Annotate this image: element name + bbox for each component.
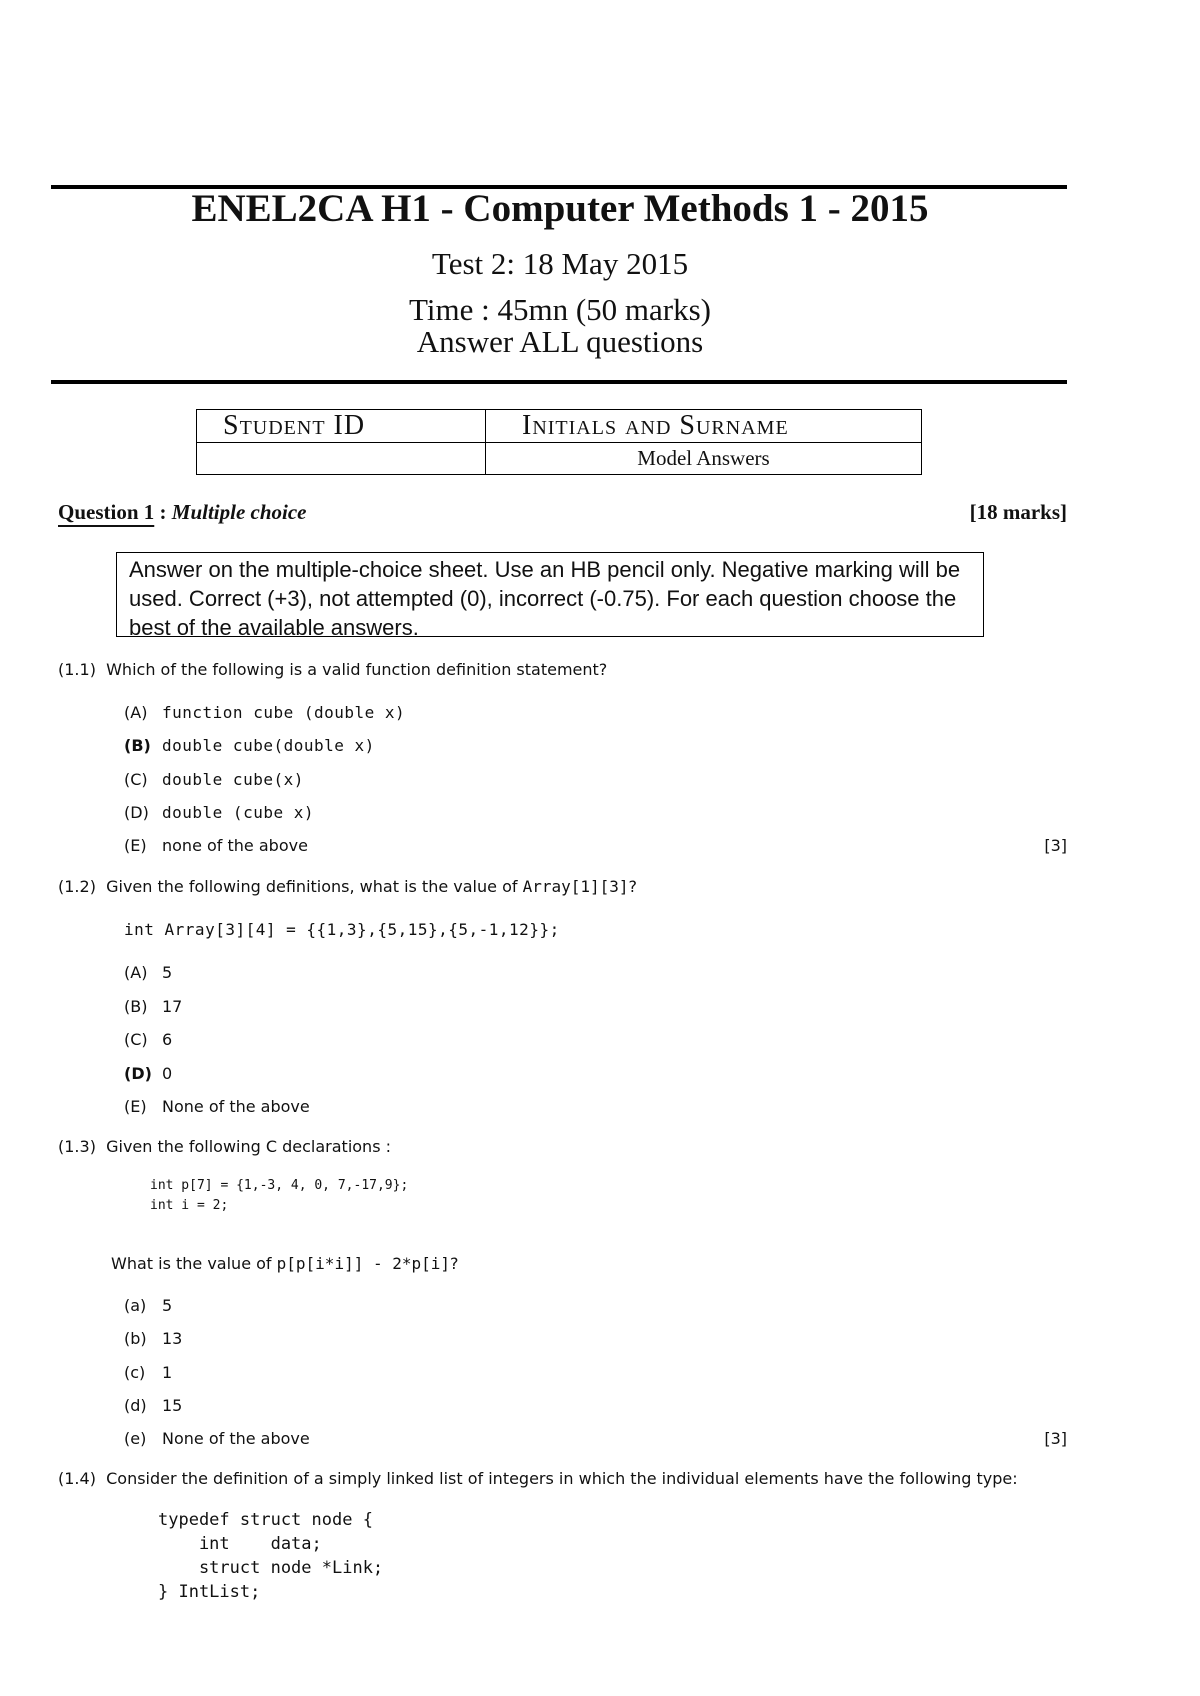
q1-4-number: (1.4) [58, 1469, 96, 1488]
test-date: Test 2: 18 May 2015 [431, 246, 689, 281]
q1-1-number: (1.1) [58, 660, 96, 679]
q1-3-question-code: p[p[i*i]] - 2*p[i] [276, 1254, 451, 1273]
instructions-box: Answer on the multiple-choice sheet. Use an HB pencil only. Negative marking will be used. Correct (+3), not attempted (0), incorrect (-0.75). For each question choose the best of the available answers. [116, 552, 984, 637]
q1-4-text: Consider the definition of a simply linked list of integers in which the individual elements have the following type: [106, 1469, 1018, 1488]
q1-4-code-line-2: int data; [158, 1534, 322, 1554]
q1-1-option-d[interactable]: (D) double (cube x) [124, 803, 314, 822]
time-allowed: Time : 45mn (50 marks) [409, 292, 711, 327]
q1-4-code-line-4: } IntList; [158, 1582, 261, 1602]
page-title: ENEL2CA H1 - Computer Methods 1 - 2015 [191, 187, 929, 230]
q1-3-code [150, 1176, 408, 1216]
q1-2-option-c[interactable]: (C) 6 [124, 1030, 173, 1049]
q1-1-marks: [3] [1044, 836, 1067, 855]
q1-3-line [58, 1137, 391, 1156]
q1-1-option-b[interactable]: (B) double cube(double x) [124, 736, 375, 755]
q1-3-marks: [3] [1044, 1429, 1067, 1448]
answer-instruction: Answer ALL questions [416, 324, 704, 359]
q1-3-option-b[interactable]: (b) 13 [124, 1329, 183, 1348]
q1-3-option-d[interactable]: (d) 15 [124, 1396, 183, 1415]
q1-3-option-e[interactable]: (e) None of the above [124, 1429, 310, 1448]
name-header: Initials and Surname [486, 410, 922, 443]
q1-2-number: (1.2) [58, 877, 96, 896]
q1-1-option-e[interactable]: (E) none of the above [124, 836, 308, 855]
question-1-marks: [18 marks] [969, 500, 1067, 524]
q1-4-code-line-1: typedef struct node { [158, 1510, 373, 1530]
q1-1-option-a[interactable]: (A) function cube (double x) [124, 703, 406, 722]
bottom-rule [51, 380, 1067, 384]
q1-2-text-end: ? [628, 877, 638, 896]
q1-1-line [58, 660, 607, 679]
q1-2-code-ref: Array[1][3] [522, 877, 629, 896]
q1-3-code-line-2: int i = 2; [150, 1198, 229, 1213]
q1-2-text: Given the following definitions, what is the value of [106, 877, 523, 896]
q1-2-code: int Array[3][4] = {{1,3},{5,15},{5,-1,12}}; [124, 920, 560, 939]
q1-2-option-b[interactable]: (B) 17 [124, 997, 183, 1016]
student-id-field[interactable] [197, 443, 486, 475]
q1-1-text: Which of the following is a valid function definition statement? [106, 660, 608, 679]
q1-3-number: (1.3) [58, 1137, 96, 1156]
q1-2-line [58, 877, 637, 896]
question-1-heading [58, 500, 307, 525]
q1-2-option-d[interactable]: (D) 0 [124, 1064, 173, 1083]
q1-2-option-e[interactable]: (E) None of the above [124, 1097, 310, 1116]
q1-3-question: What is the value of p[p[i*i]] - 2*p[i]? [111, 1254, 459, 1273]
q1-4-code [158, 1508, 383, 1604]
q1-4-code-line-3: struct node *Link; [158, 1558, 384, 1578]
q1-3-code-line-1: int p[7] = {1,-3, 4, 0, 7,-17,9}; [150, 1178, 409, 1193]
question-1-label: Question 1 [58, 500, 155, 524]
q1-2-option-a[interactable]: (A) 5 [124, 963, 173, 982]
q1-3-option-a[interactable]: (a) 5 [124, 1296, 173, 1315]
q1-1-option-c[interactable]: (C) double cube(x) [124, 770, 304, 789]
q1-3-option-c[interactable]: (c) 1 [124, 1363, 173, 1382]
student-id-header: Student ID [197, 410, 486, 443]
question-1-type: Multiple choice [171, 500, 307, 524]
q1-3-text: Given the following C declarations : [106, 1137, 391, 1156]
question-1-separator: : [154, 500, 172, 524]
name-field[interactable]: Model Answers [486, 443, 922, 475]
q1-4-line [58, 1469, 1018, 1488]
student-id-table [196, 409, 922, 475]
